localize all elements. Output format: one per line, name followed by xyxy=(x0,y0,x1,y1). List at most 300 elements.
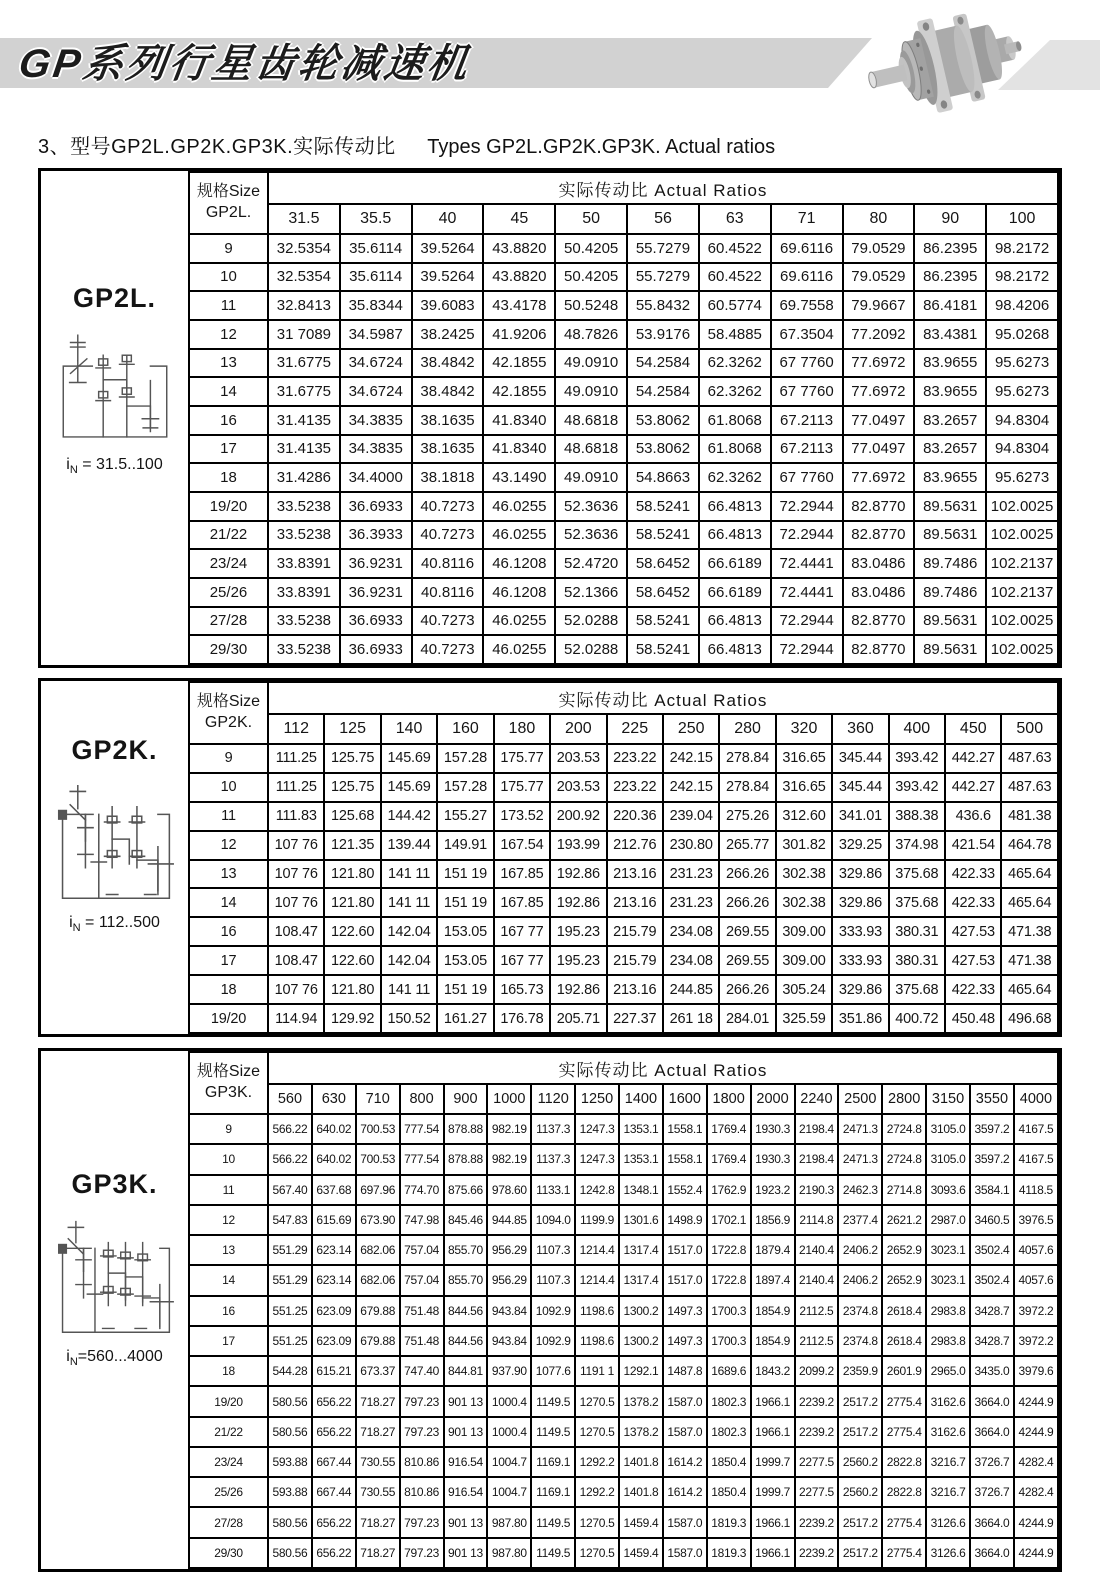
ratio-cell: 4244.9 xyxy=(1014,1386,1058,1416)
ratio-cell: 656.22 xyxy=(312,1417,356,1447)
ratio-cell: 52.1366 xyxy=(555,578,627,607)
ratio-cell: 72.2944 xyxy=(771,607,843,636)
ratio-cell: 4167.5 xyxy=(1014,1114,1058,1144)
size-cell: 10 xyxy=(189,1144,268,1174)
ratio-cell: 58.5241 xyxy=(627,492,699,521)
ratio-cell: 682.06 xyxy=(356,1265,400,1295)
ratio-cell: 1854.9 xyxy=(751,1326,795,1356)
ratio-cell: 730.55 xyxy=(356,1447,400,1477)
ratio-cell: 465.64 xyxy=(1001,860,1058,889)
ratio-cell: 1722.8 xyxy=(707,1265,751,1295)
ratio-cell: 82.8770 xyxy=(843,635,915,664)
ratio-cell: 153.05 xyxy=(437,917,493,946)
ratio-cell: 266.26 xyxy=(719,860,775,889)
ratio-cell: 39.5264 xyxy=(412,263,484,292)
ratio-cell: 107 76 xyxy=(268,975,324,1004)
ratio-cell: 38.1635 xyxy=(412,435,484,464)
ratio-cell: 167.54 xyxy=(494,831,550,860)
table-row xyxy=(189,521,1058,550)
ratio-cell: 4057.6 xyxy=(1014,1235,1058,1265)
ratio-cell: 2560.2 xyxy=(838,1447,882,1477)
table-row xyxy=(189,578,1058,607)
ratio-cell: 108.47 xyxy=(268,917,324,946)
ratio-cell: 1517.0 xyxy=(663,1235,707,1265)
ratio-cell: 145.69 xyxy=(381,773,437,802)
ratio-cell: 1270.5 xyxy=(575,1538,619,1568)
ratio-cell: 215.79 xyxy=(607,946,663,975)
ratio-cell: 223.22 xyxy=(607,744,663,773)
ratio-cell: 77.0497 xyxy=(843,406,915,435)
ratio-cell: 422.33 xyxy=(945,975,1001,1004)
ratio-cell: 95.6273 xyxy=(986,463,1058,492)
ratio-cell: 400.72 xyxy=(889,1004,945,1033)
ratio-cell: 1966.1 xyxy=(751,1507,795,1537)
ratio-column-header: 560 xyxy=(268,1084,312,1114)
ratio-column-header: 360 xyxy=(832,714,888,744)
ratio-cell: 220.36 xyxy=(607,802,663,831)
ratio-cell: 40.7273 xyxy=(412,607,484,636)
ratio-cell: 54.2584 xyxy=(627,377,699,406)
ratio-cell: 66.6189 xyxy=(699,549,771,578)
ratio-cell: 62.3262 xyxy=(699,463,771,492)
ratio-cell: 1558.1 xyxy=(663,1144,707,1174)
ratio-cell: 797.23 xyxy=(400,1507,444,1537)
ratio-cell: 1966.1 xyxy=(751,1538,795,1568)
ratio-cell: 102.0025 xyxy=(986,635,1058,664)
ratio-cell: 50.4205 xyxy=(555,234,627,263)
ratio-column-header: 450 xyxy=(945,714,1001,744)
ratio-cell: 1517.0 xyxy=(663,1265,707,1295)
gp2k-side-panel xyxy=(41,681,188,1034)
ratio-cell: 265.77 xyxy=(719,831,775,860)
ratio-cell: 1378.2 xyxy=(619,1417,663,1447)
ratio-cell: 1497.3 xyxy=(663,1326,707,1356)
size-cell: 16 xyxy=(189,917,268,946)
size-label: 规格Size xyxy=(196,183,261,201)
size-cell: 17 xyxy=(189,946,268,975)
ratio-cell: 275.26 xyxy=(719,802,775,831)
ratio-cell: 757.04 xyxy=(400,1235,444,1265)
ratio-cell: 62.3262 xyxy=(699,349,771,378)
ratio-cell: 111.83 xyxy=(268,802,324,831)
ratio-cell: 302.38 xyxy=(776,888,832,917)
size-cell: 29/30 xyxy=(189,635,268,664)
ratio-cell: 1762.9 xyxy=(707,1175,751,1205)
ratio-cell: 60.4522 xyxy=(699,263,771,292)
ratio-cell: 1000.4 xyxy=(487,1417,531,1447)
ratio-cell: 142.04 xyxy=(381,946,437,975)
ratio-column-header: 320 xyxy=(776,714,832,744)
ratio-cell: 122.60 xyxy=(324,917,380,946)
ratio-cell: 89.5631 xyxy=(914,607,986,636)
ratio-cell: 150.52 xyxy=(381,1004,437,1033)
ratio-cell: 42.1855 xyxy=(483,377,555,406)
ratio-cell: 1133.1 xyxy=(531,1175,575,1205)
size-cell: 17 xyxy=(189,1326,268,1356)
ratio-cell: 1459.4 xyxy=(619,1507,663,1537)
ratio-cell: 155.27 xyxy=(437,802,493,831)
size-cell: 13 xyxy=(189,860,268,889)
ratio-cell: 679.88 xyxy=(356,1296,400,1326)
ratio-cell: 4244.9 xyxy=(1014,1417,1058,1447)
ratio-cell: 351.86 xyxy=(832,1004,888,1033)
ratio-cell: 937.90 xyxy=(487,1356,531,1386)
ratio-cell: 580.56 xyxy=(268,1538,312,1568)
ratio-cell: 855.70 xyxy=(444,1235,488,1265)
ratio-cell: 121.80 xyxy=(324,860,380,889)
ratio-cell: 1558.1 xyxy=(663,1114,707,1144)
ratio-cell: 60.4522 xyxy=(699,234,771,263)
ratio-column-header: 40 xyxy=(412,204,484,234)
ratio-cell: 35.6114 xyxy=(340,263,412,292)
ratio-cell: 1270.5 xyxy=(575,1507,619,1537)
ratio-cell: 33.5238 xyxy=(268,492,340,521)
ratio-column-header: 1800 xyxy=(707,1084,751,1114)
ratio-cell: 341.01 xyxy=(832,802,888,831)
ratio-cell: 83.2657 xyxy=(914,435,986,464)
table-row xyxy=(189,263,1058,292)
ratio-cell: 1149.5 xyxy=(531,1417,575,1447)
ratio-cell: 422.33 xyxy=(945,888,1001,917)
table-row xyxy=(189,320,1058,349)
table-row xyxy=(189,1538,1058,1568)
ratio-cell: 427.53 xyxy=(945,946,1001,975)
ratio-cell: 234.08 xyxy=(663,946,719,975)
ratio-cell: 697.96 xyxy=(356,1175,400,1205)
ratio-cell: 845.46 xyxy=(444,1205,488,1235)
table-row xyxy=(189,463,1058,492)
ratio-cell: 36.6933 xyxy=(340,607,412,636)
ratio-cell: 242.15 xyxy=(663,744,719,773)
table-row xyxy=(189,234,1058,263)
ratio-cell: 2374.8 xyxy=(838,1296,882,1326)
ratio-cell: 422.33 xyxy=(945,860,1001,889)
ratio-column-header: 200 xyxy=(550,714,606,744)
ratio-cell: 751.48 xyxy=(400,1296,444,1326)
ratio-cell: 1401.8 xyxy=(619,1447,663,1477)
ratio-cell: 3216.7 xyxy=(926,1447,970,1477)
size-cell: 11 xyxy=(189,802,268,831)
ratio-cell: 305.24 xyxy=(776,975,832,1004)
section-subtitle-cn: 3、型号GP2L.GP2K.GP3K.实际传动比 xyxy=(38,136,396,158)
ratio-cell: 102.2137 xyxy=(986,549,1058,578)
ratio-cell: 1348.1 xyxy=(619,1175,663,1205)
ratio-cell: 58.4885 xyxy=(699,320,771,349)
table-row xyxy=(189,917,1058,946)
ratio-cell: 77.6972 xyxy=(843,463,915,492)
ratio-cell: 1242.8 xyxy=(575,1175,619,1205)
ratio-cell: 1094.0 xyxy=(531,1205,575,1235)
ratio-cell: 213.16 xyxy=(607,975,663,1004)
ratio-cell: 48.7826 xyxy=(555,320,627,349)
ratio-column-header: 140 xyxy=(381,714,437,744)
ratio-cell: 427.53 xyxy=(945,917,1001,946)
ratio-cell: 43.8820 xyxy=(483,234,555,263)
ratio-cell: 54.8663 xyxy=(627,463,699,492)
ratio-cell: 269.55 xyxy=(719,946,775,975)
ratio-cell: 1270.5 xyxy=(575,1417,619,1447)
ratio-cell: 46.0255 xyxy=(483,607,555,636)
ratio-cell: 142.04 xyxy=(381,917,437,946)
ratio-cell: 3664.0 xyxy=(970,1386,1014,1416)
ratio-cell: 943.84 xyxy=(487,1296,531,1326)
ratio-cell: 82.8770 xyxy=(843,521,915,550)
ratio-column-header: 2000 xyxy=(751,1084,795,1114)
table-row xyxy=(189,1447,1058,1477)
ratio-cell: 679.88 xyxy=(356,1326,400,1356)
gp2l-model-label: GP2L. xyxy=(72,283,157,313)
ratio-cell: 38.1818 xyxy=(412,463,484,492)
gp2l-side-panel xyxy=(41,171,188,665)
ratio-cell: 2239.2 xyxy=(795,1417,839,1447)
ratio-cell: 69.6116 xyxy=(771,234,843,263)
size-column-header xyxy=(189,172,268,234)
size-cell: 19/20 xyxy=(189,492,268,521)
ratio-cell: 810.86 xyxy=(400,1477,444,1507)
ratio-cell: 167.85 xyxy=(494,888,550,917)
ratio-cell: 673.37 xyxy=(356,1356,400,1386)
table-row xyxy=(189,406,1058,435)
ratio-cell: 67.2113 xyxy=(771,435,843,464)
ratio-cell: 487.63 xyxy=(1001,744,1058,773)
ratio-cell: 580.56 xyxy=(268,1507,312,1537)
ratio-cell: 46.1208 xyxy=(483,578,555,607)
ratio-cell: 1199.9 xyxy=(575,1205,619,1235)
ratio-cell: 32.5354 xyxy=(268,234,340,263)
ratio-cell: 2517.2 xyxy=(838,1417,882,1447)
gp3k-ratio-range: $i_N=560...4000$ xyxy=(66,1348,163,1369)
ratio-cell: 151 19 xyxy=(437,888,493,917)
ratio-cell: 231.23 xyxy=(663,888,719,917)
ratio-cell: 266.26 xyxy=(719,975,775,1004)
ratio-cell: 35.8344 xyxy=(340,291,412,320)
ratio-cell: 69.7558 xyxy=(771,291,843,320)
ratio-cell: 39.6083 xyxy=(412,291,484,320)
size-cell: 14 xyxy=(189,888,268,917)
ratio-cell: 200.92 xyxy=(550,802,606,831)
ratio-cell: 102.2137 xyxy=(986,578,1058,607)
ratio-cell: 797.23 xyxy=(400,1417,444,1447)
ratio-cell: 52.3636 xyxy=(555,521,627,550)
ratio-cell: 34.3835 xyxy=(340,406,412,435)
ratio-cell: 53.8062 xyxy=(627,435,699,464)
ratio-cell: 205.71 xyxy=(550,1004,606,1033)
ratio-cell: 496.68 xyxy=(1001,1004,1058,1033)
ratio-cell: 2099.2 xyxy=(795,1356,839,1386)
ratio-cell: 1689.6 xyxy=(707,1356,751,1386)
ratio-cell: 1137.3 xyxy=(531,1114,575,1144)
ratio-cell: 95.0268 xyxy=(986,320,1058,349)
ratio-cell: 139.44 xyxy=(381,831,437,860)
ratio-cell: 32.8413 xyxy=(268,291,340,320)
table-row xyxy=(189,1175,1058,1205)
ratio-cell: 2112.5 xyxy=(795,1296,839,1326)
ratio-cell: 175.77 xyxy=(494,744,550,773)
ratio-cell: 777.54 xyxy=(400,1114,444,1144)
ratio-cell: 465.64 xyxy=(1001,975,1058,1004)
ratio-cell: 36.9231 xyxy=(340,549,412,578)
ratio-cell: 2198.4 xyxy=(795,1144,839,1174)
ratio-cell: 2140.4 xyxy=(795,1235,839,1265)
ratio-cell: 66.6189 xyxy=(699,578,771,607)
size-cell: 18 xyxy=(189,1356,268,1386)
ratio-cell: 682.06 xyxy=(356,1235,400,1265)
ratio-cell: 3428.7 xyxy=(970,1326,1014,1356)
ratio-cell: 1802.3 xyxy=(707,1417,751,1447)
ratio-cell: 471.38 xyxy=(1001,917,1058,946)
ratio-cell: 1292.2 xyxy=(575,1447,619,1477)
ratio-column-header: 100 xyxy=(986,204,1058,234)
ratio-cell: 1552.4 xyxy=(663,1175,707,1205)
ratio-cell: 61.8068 xyxy=(699,435,771,464)
ratio-cell: 1149.5 xyxy=(531,1507,575,1537)
table-row xyxy=(189,435,1058,464)
table-row xyxy=(189,607,1058,636)
ratio-cell: 125.75 xyxy=(324,744,380,773)
ratio-column-header: 63 xyxy=(699,204,771,234)
ratio-cell: 1092.9 xyxy=(531,1326,575,1356)
ratio-cell: 2471.3 xyxy=(838,1114,882,1144)
ratio-cell: 72.2944 xyxy=(771,635,843,664)
ratio-cell: 916.54 xyxy=(444,1477,488,1507)
ratio-cell: 901 13 xyxy=(444,1386,488,1416)
ratio-cell: 4244.9 xyxy=(1014,1507,1058,1537)
table-row xyxy=(189,802,1058,831)
ratio-cell: 2517.2 xyxy=(838,1507,882,1537)
ratio-cell: 43.4178 xyxy=(483,291,555,320)
ratio-cell: 566.22 xyxy=(268,1114,312,1144)
ratio-cell: 69.6116 xyxy=(771,263,843,292)
ratio-column-header: 45 xyxy=(483,204,555,234)
ratio-cell: 1487.8 xyxy=(663,1356,707,1386)
ratio-cell: 302.38 xyxy=(776,860,832,889)
ratio-cell: 175.77 xyxy=(494,773,550,802)
ratio-cell: 1702.1 xyxy=(707,1205,751,1235)
ratio-cell: 67 7760 xyxy=(771,377,843,406)
ratio-cell: 1169.1 xyxy=(531,1447,575,1477)
ratio-cell: 982.19 xyxy=(487,1114,531,1144)
ratio-cell: 31.6775 xyxy=(268,377,340,406)
size-cell: 9 xyxy=(189,234,268,263)
ratio-cell: 244.85 xyxy=(663,975,719,1004)
ratio-cell: 2406.2 xyxy=(838,1235,882,1265)
ratio-cell: 173.52 xyxy=(494,802,550,831)
ratio-cell: 1850.4 xyxy=(707,1477,751,1507)
ratio-cell: 77.6972 xyxy=(843,377,915,406)
ratio-cell: 195.23 xyxy=(550,917,606,946)
ratio-column-header: 90 xyxy=(914,204,986,234)
ratio-cell: 1353.1 xyxy=(619,1144,663,1174)
table-row xyxy=(189,975,1058,1004)
ratio-cell: 329.25 xyxy=(832,831,888,860)
ratio-cell: 718.27 xyxy=(356,1507,400,1537)
ratio-cell: 157.28 xyxy=(437,773,493,802)
ratio-cell: 2601.9 xyxy=(882,1356,926,1386)
ratio-cell: 67.3504 xyxy=(771,320,843,349)
ratio-cell: 797.23 xyxy=(400,1538,444,1568)
ratio-column-header: 50 xyxy=(555,204,627,234)
ratio-cell: 40.8116 xyxy=(412,578,484,607)
ratio-cell: 167 77 xyxy=(494,946,550,975)
ratio-cell: 95.6273 xyxy=(986,349,1058,378)
ratio-cell: 3584.1 xyxy=(970,1175,1014,1205)
gp3k-table-section xyxy=(38,1048,1062,1572)
ratio-cell: 36.6933 xyxy=(340,492,412,521)
ratio-cell: 33.5238 xyxy=(268,635,340,664)
ratio-cell: 60.5774 xyxy=(699,291,771,320)
ratio-cell: 2112.5 xyxy=(795,1326,839,1356)
ratio-cell: 122.60 xyxy=(324,946,380,975)
ratio-cell: 1856.9 xyxy=(751,1205,795,1235)
ratio-column-header: 112 xyxy=(268,714,324,744)
ratio-cell: 40.8116 xyxy=(412,549,484,578)
ratio-cell: 844.81 xyxy=(444,1356,488,1386)
ratio-cell: 141 11 xyxy=(381,860,437,889)
table-row xyxy=(189,1507,1058,1537)
ratio-cell: 261 18 xyxy=(663,1004,719,1033)
ratio-column-header: 630 xyxy=(312,1084,356,1114)
ratio-cell: 1459.4 xyxy=(619,1538,663,1568)
ratio-cell: 4282.4 xyxy=(1014,1447,1058,1477)
ratio-cell: 1850.4 xyxy=(707,1447,751,1477)
ratio-cell: 111.25 xyxy=(268,744,324,773)
ratio-cell: 3502.4 xyxy=(970,1265,1014,1295)
ratio-cell: 52.0288 xyxy=(555,635,627,664)
ratio-cell: 380.31 xyxy=(889,917,945,946)
size-cell: 25/26 xyxy=(189,1477,268,1507)
ratio-cell: 471.38 xyxy=(1001,946,1058,975)
ratio-cell: 50.4205 xyxy=(555,263,627,292)
ratio-cell: 227.37 xyxy=(607,1004,663,1033)
ratio-cell: 316.65 xyxy=(776,773,832,802)
ratio-cell: 656.22 xyxy=(312,1386,356,1416)
ratio-cell: 436.6 xyxy=(945,802,1001,831)
ratio-cell: 2775.4 xyxy=(882,1417,926,1447)
ratio-cell: 580.56 xyxy=(268,1386,312,1416)
gp2k-schematic-diagram xyxy=(53,780,177,904)
ratio-cell: 2374.8 xyxy=(838,1326,882,1356)
table-row xyxy=(189,1205,1058,1235)
size-cell: 12 xyxy=(189,831,268,860)
ratio-cell: 2114.8 xyxy=(795,1205,839,1235)
ratio-cell: 1587.0 xyxy=(663,1386,707,1416)
actual-ratios-header: 实际传动比 Actual Ratios xyxy=(268,172,1058,204)
planetary-gearbox-photo xyxy=(843,2,1023,127)
ratio-cell: 656.22 xyxy=(312,1538,356,1568)
ratio-cell: 1214.4 xyxy=(575,1265,619,1295)
size-cell: 16 xyxy=(189,1296,268,1326)
ratio-cell: 797.23 xyxy=(400,1386,444,1416)
gp2l-ratios-table xyxy=(188,171,1059,665)
ratio-cell: 956.29 xyxy=(487,1235,531,1265)
ratio-cell: 487.63 xyxy=(1001,773,1058,802)
ratio-cell: 3976.5 xyxy=(1014,1205,1058,1235)
size-cell: 18 xyxy=(189,463,268,492)
ratio-cell: 48.6818 xyxy=(555,406,627,435)
gp2k-model-label: GP2K. xyxy=(71,735,158,765)
ratio-cell: 623.09 xyxy=(312,1326,356,1356)
ratio-cell: 48.6818 xyxy=(555,435,627,464)
table-row xyxy=(189,349,1058,378)
ratio-cell: 1149.5 xyxy=(531,1538,575,1568)
ratio-cell: 2621.2 xyxy=(882,1205,926,1235)
ratio-cell: 46.0255 xyxy=(483,521,555,550)
ratio-cell: 82.8770 xyxy=(843,492,915,521)
ratio-cell: 718.27 xyxy=(356,1386,400,1416)
ratio-column-header: 160 xyxy=(437,714,493,744)
ratio-cell: 77.2092 xyxy=(843,320,915,349)
ratio-cell: 102.0025 xyxy=(986,521,1058,550)
